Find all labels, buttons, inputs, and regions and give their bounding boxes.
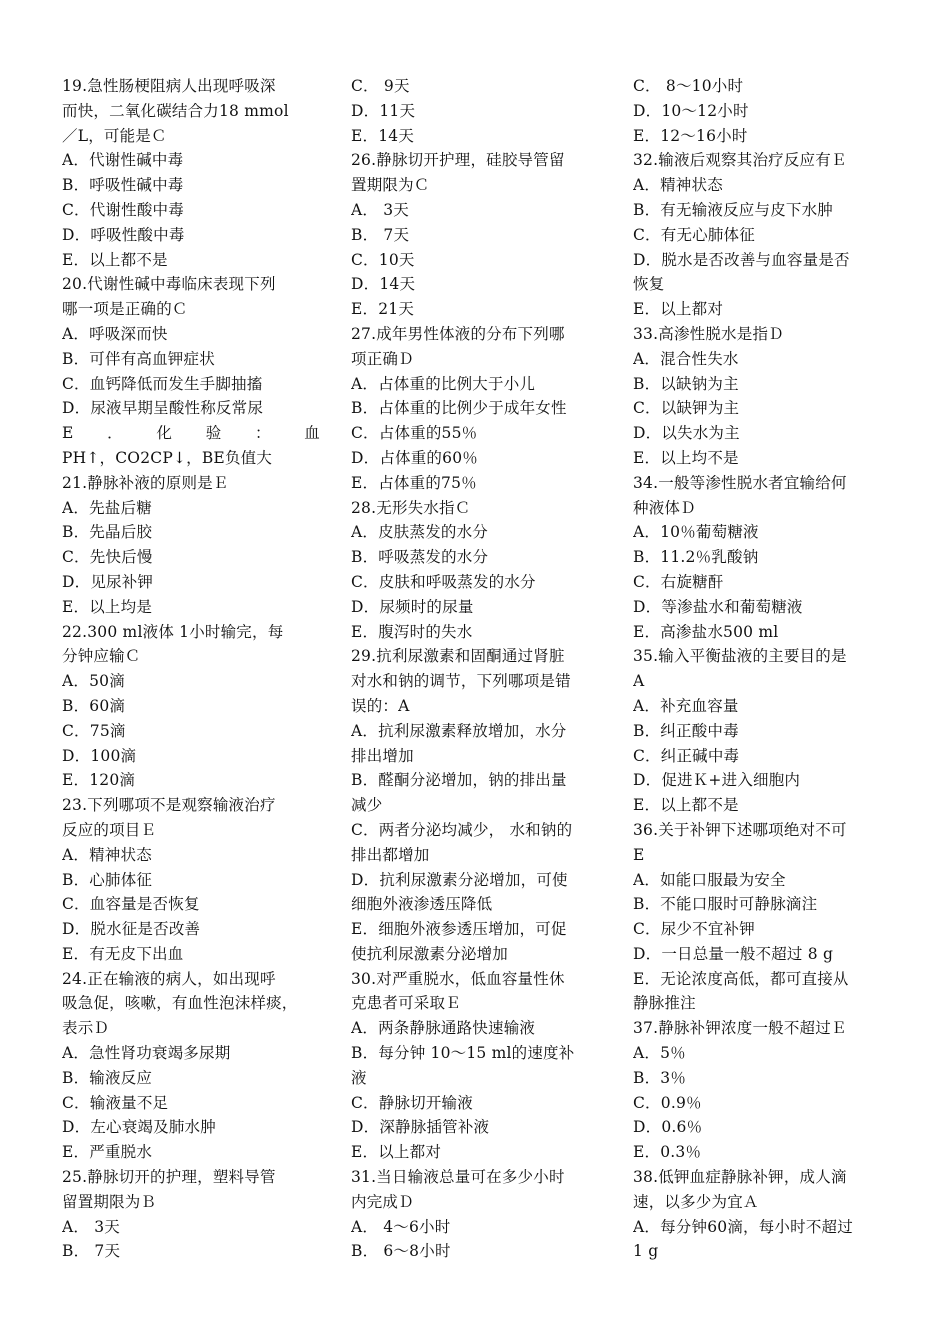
text-line: 对水和钠的调节，下列哪项是错: [351, 672, 571, 691]
text-line: B．60滴: [62, 696, 126, 715]
text-line: C．代谢性酸中毒: [62, 200, 184, 219]
text-line: B．不能口服时可静脉滴注: [633, 895, 818, 914]
text-line: B．占体重的比例少于成年女性: [351, 399, 567, 418]
text-line: 22.300 ml液体 1小时输完，每: [62, 622, 284, 641]
text-line: C．皮肤和呼吸蒸发的水分: [351, 572, 536, 591]
text-line: 排出都增加: [351, 845, 430, 864]
text-line: B．每分钟 10～15 ml的速度补: [351, 1044, 575, 1063]
text-column-1: [62, 74, 320, 1264]
text-line: ／L，可能是Ｃ: [62, 126, 167, 145]
text-line: A．皮肤蒸发的水分: [351, 523, 488, 542]
text-line: E．以上都不是: [62, 250, 168, 269]
text-line: D．0.6％: [633, 1118, 703, 1137]
text-line: C．先快后慢: [62, 548, 153, 567]
text-line: A．精神状态: [62, 845, 152, 864]
text-line: B．11.2％乳酸钠: [633, 548, 759, 567]
text-line: E．以上都不是: [633, 796, 739, 815]
text-line: D．促进Ｋ+进入细胞内: [633, 771, 801, 790]
text-line: 排出增加: [351, 746, 414, 765]
text-line: E．有无皮下出血: [62, 944, 184, 963]
text-line: A．混合性失水: [633, 349, 739, 368]
text-line: A．代谢性碱中毒: [62, 151, 184, 170]
text-line: A．如能口服最为安全: [633, 870, 786, 889]
text-line: A: [633, 672, 645, 691]
text-line: D．深静脉插管补液: [351, 1118, 490, 1137]
text-line: A．先盐后糖: [62, 498, 152, 517]
text-line: E．以上均是: [62, 597, 153, 616]
text-column-3: [633, 74, 891, 1264]
text-line: 种液体Ｄ: [633, 498, 696, 517]
text-line: E．以上都对: [633, 300, 724, 319]
text-line: 30.对严重脱水，低血容量性休: [351, 969, 565, 988]
text-line: A．每分钟60滴，每小时不超过: [633, 1217, 853, 1236]
text-line: 细胞外液渗透压降低: [351, 895, 493, 914]
text-line: D．呼吸性酸中毒: [62, 225, 185, 244]
text-line: C．有无心肺体征: [633, 225, 755, 244]
text-line: 23.下列哪项不是观察输液治疗: [62, 796, 276, 815]
text-line: E．无论浓度高低，都可直接从: [633, 969, 849, 988]
text-line: D．10～12小时: [633, 101, 749, 120]
text-line: 21.静脉补液的原则是Ｅ: [62, 473, 229, 492]
text-line: C．占体重的55％: [351, 424, 478, 443]
text-line: D．抗利尿激素分泌增加，可使: [351, 870, 568, 889]
text-line: A．精神状态: [633, 176, 723, 195]
text-line: D．见尿补钾: [62, 572, 154, 591]
text-line: E．12～16小时: [633, 126, 748, 145]
text-line: C．输液量不足: [62, 1093, 169, 1112]
text-line: B．输液反应: [62, 1068, 153, 1087]
text-line: E．高渗盐水500 ml: [633, 622, 779, 641]
text-line: 36.关于补钾下述哪项绝对不可: [633, 820, 847, 839]
text-line: 34.一般等渗性脱水者宜输给何: [633, 473, 847, 492]
text-line: C．75滴: [62, 721, 126, 740]
text-line: B．有无输液反应与皮下水肿: [633, 200, 833, 219]
text-line: E．严重脱水: [62, 1143, 153, 1162]
text-line: 26.静脉切开护理，硅胶导管留: [351, 151, 565, 170]
text-line: C．静脉切开输液: [351, 1093, 473, 1112]
text-line: D．脱水是否改善与血容量是否: [633, 250, 850, 269]
text-line: B．呼吸性碱中毒: [62, 176, 184, 195]
text-line: 置期限为Ｃ: [351, 176, 430, 195]
text-line: B． 7天: [351, 225, 410, 244]
text-line: A．10％葡萄糖液: [633, 523, 759, 542]
text-line: 静脉推注: [633, 994, 696, 1013]
text-line: 留置期限为Ｂ: [62, 1192, 157, 1211]
text-line: A．占体重的比例大于小儿: [351, 374, 536, 393]
text-line: E．以上都对: [351, 1143, 442, 1162]
text-line: D．占体重的60％: [351, 448, 478, 467]
text-line: 31.当日输液总量可在多少小时: [351, 1168, 565, 1187]
text-line: B．3％: [633, 1068, 687, 1087]
text-line: B．先晶后胶: [62, 523, 153, 542]
text-line: C．以缺钾为主: [633, 399, 740, 418]
text-column-2: [351, 74, 609, 1264]
text-line: 克患者可采取Ｅ: [351, 994, 461, 1013]
text-line: C．血钙降低而发生手脚抽搐: [62, 374, 263, 393]
text-line: 27.成年男性体液的分布下列哪: [351, 324, 565, 343]
text-line: D．左心衰竭及肺水肿: [62, 1118, 216, 1137]
text-line: A． 3天: [62, 1217, 120, 1236]
text-line: 28.无形失水指Ｃ: [351, 498, 471, 517]
text-line: C．10天: [351, 250, 415, 269]
text-line: 19.急性肠梗阻病人出现呼吸深: [62, 77, 276, 95]
text-line: D．100滴: [62, 746, 137, 765]
text-line: 速，以多少为宜Ａ: [633, 1192, 759, 1211]
text-line: B． 7天: [62, 1242, 121, 1261]
text-line: 吸急促，咳嗽，有血性泡沫样痰，: [62, 994, 298, 1013]
text-line: PH↑，CO2CP↓，BE负值大: [62, 448, 273, 467]
text-line: A． 3天: [351, 200, 409, 219]
text-line: 液: [351, 1068, 367, 1087]
text-line: E．细胞外液参透压增加，可促: [351, 920, 567, 939]
text-line: 内完成Ｄ: [351, 1192, 414, 1211]
text-line: B．醛酮分泌增加，钠的排出量: [351, 771, 567, 790]
text-line: A．补充血容量: [633, 696, 739, 715]
text-line: B． 6～8小时: [351, 1242, 451, 1261]
text-line: 分钟应输Ｃ: [62, 647, 141, 666]
text-line: 反应的项目Ｅ: [62, 820, 157, 839]
text-line: 哪一项是正确的Ｃ: [62, 300, 188, 319]
text-line: A．50滴: [62, 672, 125, 691]
text-line: C．纠正碱中毒: [633, 746, 740, 765]
text-line: 恢复: [633, 275, 665, 294]
text-line: C．尿少不宜补钾: [633, 920, 755, 939]
text-line: C．两者分泌均减少， 水和钠的: [351, 820, 573, 839]
text-line: 29.抗利尿激素和固酮通过肾脏: [351, 647, 565, 666]
text-line: E．腹泻时的失水: [351, 622, 473, 641]
text-line: E．占体重的75％: [351, 473, 477, 492]
text-line: B．呼吸蒸发的水分: [351, 548, 489, 567]
text-line: C． 9天: [351, 77, 410, 95]
text-line: 35.输入平衡盐液的主要目的是: [633, 647, 847, 666]
text-line: D．尿频时的尿量: [351, 597, 474, 616]
text-line: E．以上均不是: [633, 448, 739, 467]
text-line: 表示Ｄ: [62, 1019, 110, 1038]
text-line: B．可伴有高血钾症状: [62, 349, 215, 368]
text-line: 20.代谢性碱中毒临床表现下列: [62, 275, 276, 294]
text-line: C． 8～10小时: [633, 77, 744, 95]
text-line: A．两条静脉通路快速输液: [351, 1019, 536, 1038]
text-line: E．14天: [351, 126, 415, 145]
text-line: 38.低钾血症静脉补钾，成人滴: [633, 1168, 847, 1187]
text-line: 24.正在输液的病人，如出现呼: [62, 969, 276, 988]
text-line: 1 g: [633, 1242, 659, 1261]
text-line: 而快，二氧化碳结合力18 mmol: [62, 101, 289, 120]
text-line: E: [633, 845, 645, 864]
text-line: D．等渗盐水和葡萄糖液: [633, 597, 803, 616]
text-line: B．心肺体征: [62, 870, 153, 889]
text-line: E．0.3％: [633, 1143, 702, 1162]
text-line: E．21天: [351, 300, 415, 319]
text-line: D．11天: [351, 101, 416, 120]
text-line: D．脱水征是否改善: [62, 920, 201, 939]
text-line: E ． 化 验 ： 血: [62, 424, 320, 443]
text-line: D．以失水为主: [633, 424, 740, 443]
text-line: 25.静脉切开的护理，塑料导管: [62, 1168, 276, 1187]
text-line: 32.输液后观察其治疗反应有Ｅ: [633, 151, 847, 170]
text-line: A．抗利尿激素释放增加，水分: [351, 721, 567, 740]
text-line: B．以缺钠为主: [633, 374, 739, 393]
text-line: 33.高渗性脱水是指Ｄ: [633, 324, 784, 343]
text-line: C．右旋糖酐: [633, 572, 724, 591]
text-line: D．尿液早期呈酸性称反常尿: [62, 399, 264, 418]
text-line: B．纠正酸中毒: [633, 721, 739, 740]
text-line: 37.静脉补钾浓度一般不超过Ｅ: [633, 1019, 847, 1038]
text-line: A． 4～6小时: [351, 1217, 451, 1236]
exam-page: [62, 74, 892, 1304]
text-line: 项正确Ｄ: [351, 349, 414, 368]
text-line: A．5％: [633, 1044, 686, 1063]
text-line: D．一日总量一般不超过 8 g: [633, 944, 834, 963]
text-line: C．血容量是否恢复: [62, 895, 200, 914]
text-line: A．急性肾功衰竭多尿期: [62, 1044, 231, 1063]
text-line: E．120滴: [62, 771, 136, 790]
text-line: A．呼吸深而快: [62, 324, 168, 343]
text-line: C．0.9％: [633, 1093, 702, 1112]
text-line: 误的：A: [351, 696, 410, 715]
text-line: D．14天: [351, 275, 416, 294]
text-line: 减少: [351, 796, 383, 815]
text-line: 使抗利尿激素分泌增加: [351, 944, 509, 963]
